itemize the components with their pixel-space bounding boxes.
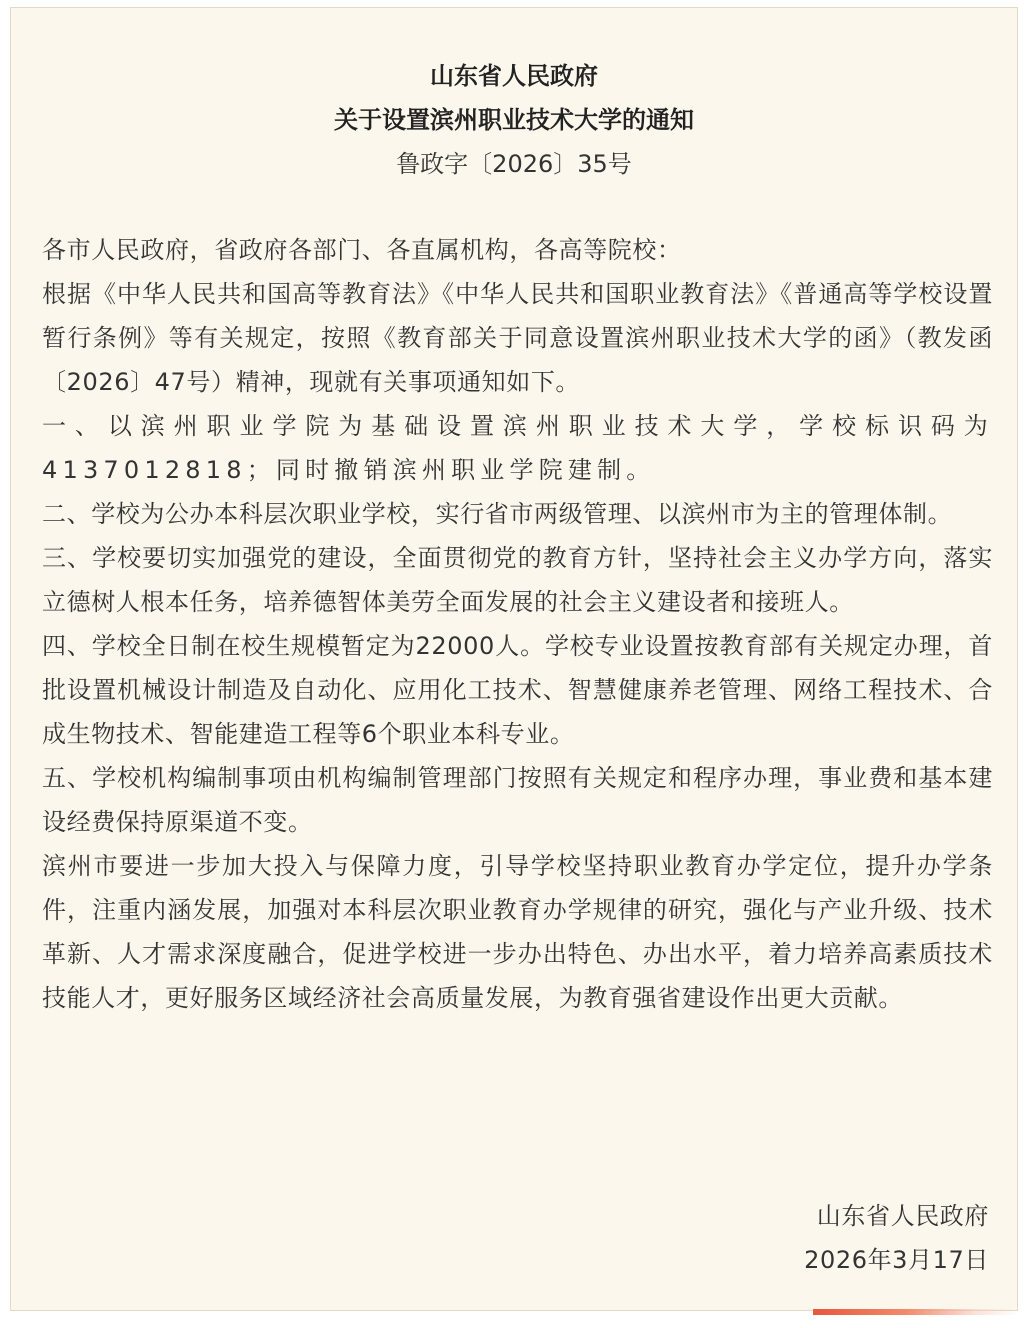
paragraph-item-3: 三、学校要切实加强党的建设，全面贯彻党的教育方针，坚持社会主义办学方向，落实立德树人根本任务，培养德智体美劳全面发展的社会主义建设者和接班人。 bbox=[42, 544, 993, 616]
paragraph-basis: 根据《中华人民共和国高等教育法》《中华人民共和国职业教育法》《普通高等学校设置暂行条例》等有关规定，按照《教育部关于同意设置滨州职业技术大学的函》（教发函〔2026〕47号）精神，现就有关事项通知如下。 bbox=[42, 280, 993, 396]
signature-block bbox=[804, 1194, 989, 1282]
paragraph-item-5: 五、学校机构编制事项由机构编制管理部门按照有关规定和程序办理，事业费和基本建设经费保持原渠道不变。 bbox=[42, 764, 993, 836]
issuer-heading: 山东省人民政府 bbox=[430, 62, 598, 90]
document-title: 关于设置滨州职业技术大学的通知 bbox=[334, 106, 694, 134]
document-number: 鲁政字〔2026〕35号 bbox=[396, 150, 632, 178]
document-card bbox=[10, 7, 1018, 1311]
document-header bbox=[11, 54, 1017, 186]
paragraph-item-1: 一、以滨州职业学院为基础设置滨州职业技术大学，学校标识码为4137012818；同时撤销滨州职业学院建制。 bbox=[42, 412, 993, 484]
document-body bbox=[42, 228, 993, 1020]
accent-bar bbox=[813, 1309, 1018, 1315]
paragraph-item-2: 二、学校为公办本科层次职业学校，实行省市两级管理、以滨州市为主的管理体制。 bbox=[42, 500, 953, 528]
paragraph-closing: 滨州市要进一步加大投入与保障力度，引导学校坚持职业教育办学定位，提升办学条件，注重内涵发展，加强对本科层次职业教育办学规律的研究，强化与产业升级、技术革新、人才需求深度融合，促进学校进一步办出特色、办出水平，着力培养高素质技术技能人才，更好服务区域经济社会高质量发展，为教育强省建设作出更大贡献。 bbox=[42, 852, 993, 1012]
paragraph-item-4: 四、学校全日制在校生规模暂定为22000人。学校专业设置按教育部有关规定办理，首批设置机械设计制造及自动化、应用化工技术、智慧健康养老管理、网络工程技术、合成生物技术、智能建造工程等6个职业本科专业。 bbox=[42, 632, 993, 748]
signature-issuer: 山东省人民政府 bbox=[816, 1202, 989, 1230]
signature-date: 2026年3月17日 bbox=[804, 1246, 989, 1274]
salutation: 各市人民政府，省政府各部门、各直属机构，各高等院校： bbox=[42, 236, 682, 264]
